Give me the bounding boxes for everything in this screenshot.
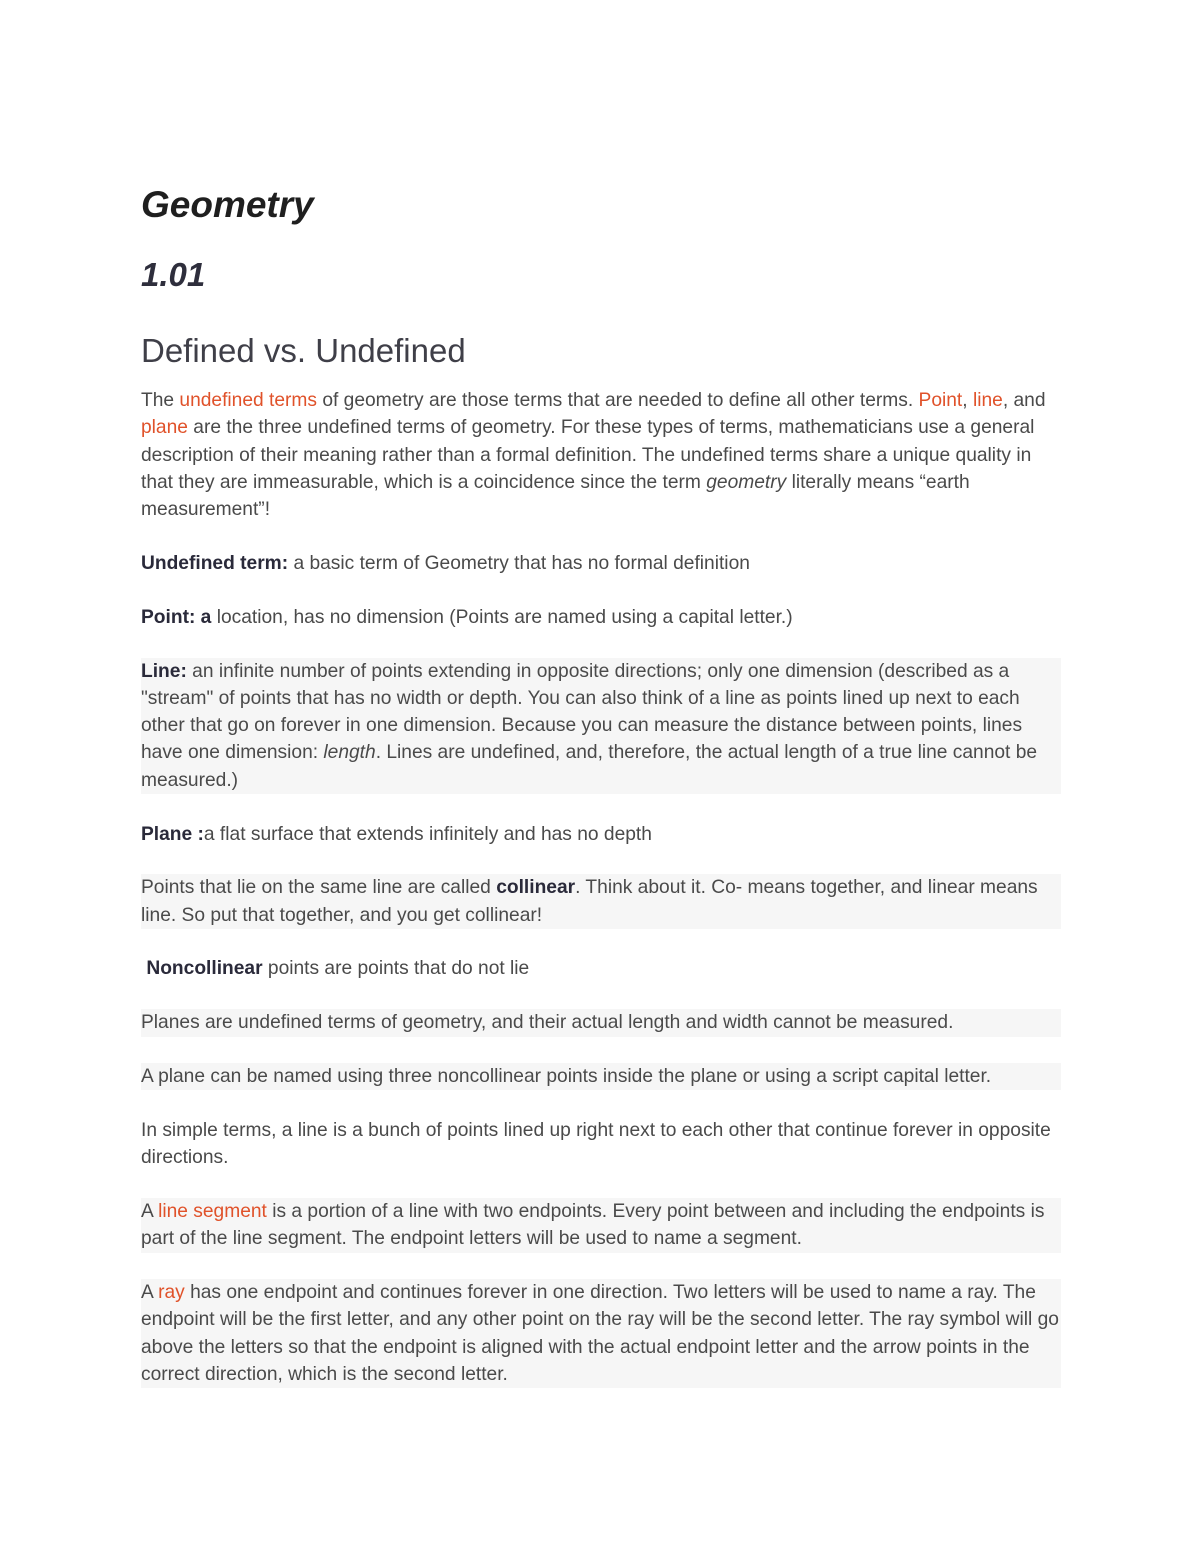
- highlight-undefined-terms: undefined terms: [179, 390, 317, 411]
- intro-text: ,: [962, 390, 973, 411]
- paragraph-text: A: [141, 1282, 159, 1304]
- paragraph-simple-terms: In simple terms, a line is a bunch of points lined up right next to each other that continue forever in opposite directions.: [141, 1119, 1051, 1169]
- definition-undefined-term: [141, 550, 1061, 577]
- emphasis-length: length: [323, 742, 376, 764]
- definition-line: [141, 658, 1061, 794]
- paragraph-collinear: [141, 874, 1061, 929]
- highlight-line: line: [972, 390, 1003, 411]
- intro-paragraph: [141, 387, 1061, 523]
- definition-text: a basic term of Geometry that has no formal definition: [288, 552, 750, 574]
- term-noncollinear: Noncollinear: [146, 958, 263, 980]
- intro-text: The: [141, 390, 180, 411]
- definition-text: a flat surface that extends infinitely and has no depth: [203, 823, 652, 845]
- paragraph-plane-naming: A plane can be named using three noncollinear points inside the plane or using a script capital letter.: [141, 1063, 1061, 1090]
- intro-text: are the three undefined terms of geometry. For these types of terms, mathematicians use a general description of their meaning rather than a formal definition. The undefined terms share a unique quality in that they are immeasurable, which is a coincidence since the term: [141, 417, 1035, 493]
- paragraph-text: is a portion of a line with two endpoints. Every point between and including the endpoints is part of the line segment. The endpoint letters will be used to name a segment.: [141, 1200, 1045, 1250]
- intro-text: , and: [1002, 390, 1046, 411]
- term-label: Undefined term:: [141, 552, 289, 574]
- paragraph-text: Points that lie on the same line are called: [141, 877, 497, 899]
- highlight-plane: plane: [141, 417, 188, 439]
- intro-text: literally means “earth measurement”!: [141, 471, 970, 521]
- emphasis-geometry: geometry: [706, 471, 787, 493]
- definition-text: . Lines are undefined, and, therefore, the actual length of a true line cannot be measured.): [141, 742, 1038, 791]
- definition-text: location, has no dimension (Points are named using a capital letter.): [211, 606, 793, 628]
- definition-point: [141, 604, 1061, 631]
- section-heading: Defined vs. Undefined: [141, 332, 466, 369]
- paragraph-planes-undefined: Planes are undefined terms of geometry, and their actual length and width cannot be measured.: [141, 1009, 1061, 1036]
- term-label: Plane :: [141, 823, 204, 845]
- term-collinear: collinear: [496, 877, 576, 899]
- paragraph-text: has one endpoint and continues forever in one direction. Two letters will be used to name a ray. The endpoint will be the first letter, and any other point on the ray will be the second letter. The ray symbol will go above the letters so that the endpoint is aligned with the actual endpoint letter and the arrow points in the correct direction, which is the second letter.: [141, 1282, 1059, 1385]
- definition-plane: [141, 821, 1061, 848]
- highlight-point: Point: [918, 390, 963, 411]
- paragraph-noncollinear: [141, 955, 1061, 982]
- term-label: Point: a: [141, 606, 212, 628]
- highlight-ray: ray: [158, 1282, 185, 1304]
- paragraph-text: A: [141, 1200, 159, 1222]
- definition-text: an infinite number of points extending in opposite directions; only one dimension (described as a "stream" of points that has no width or depth. You can also think of a line as points lined up next to each other that go on forever in one dimension. Because you can measure the distance between points, lines have one dimension:: [141, 660, 1023, 764]
- lesson-number: 1.01: [141, 256, 206, 293]
- document-body: [141, 387, 1061, 1415]
- paragraph-ray: [141, 1279, 1061, 1388]
- intro-text: of geometry are those terms that are needed to define all other terms.: [317, 390, 919, 411]
- paragraph-line-segment: [141, 1198, 1061, 1253]
- paragraph-text: . Think about it. Co- means together, and linear means line. So put that together, and you get collinear!: [141, 877, 1038, 926]
- term-label: Line:: [141, 660, 187, 682]
- document-title: Geometry: [141, 184, 314, 225]
- highlight-line-segment: line segment: [158, 1200, 267, 1222]
- paragraph-text: points are points that do not lie: [262, 958, 530, 980]
